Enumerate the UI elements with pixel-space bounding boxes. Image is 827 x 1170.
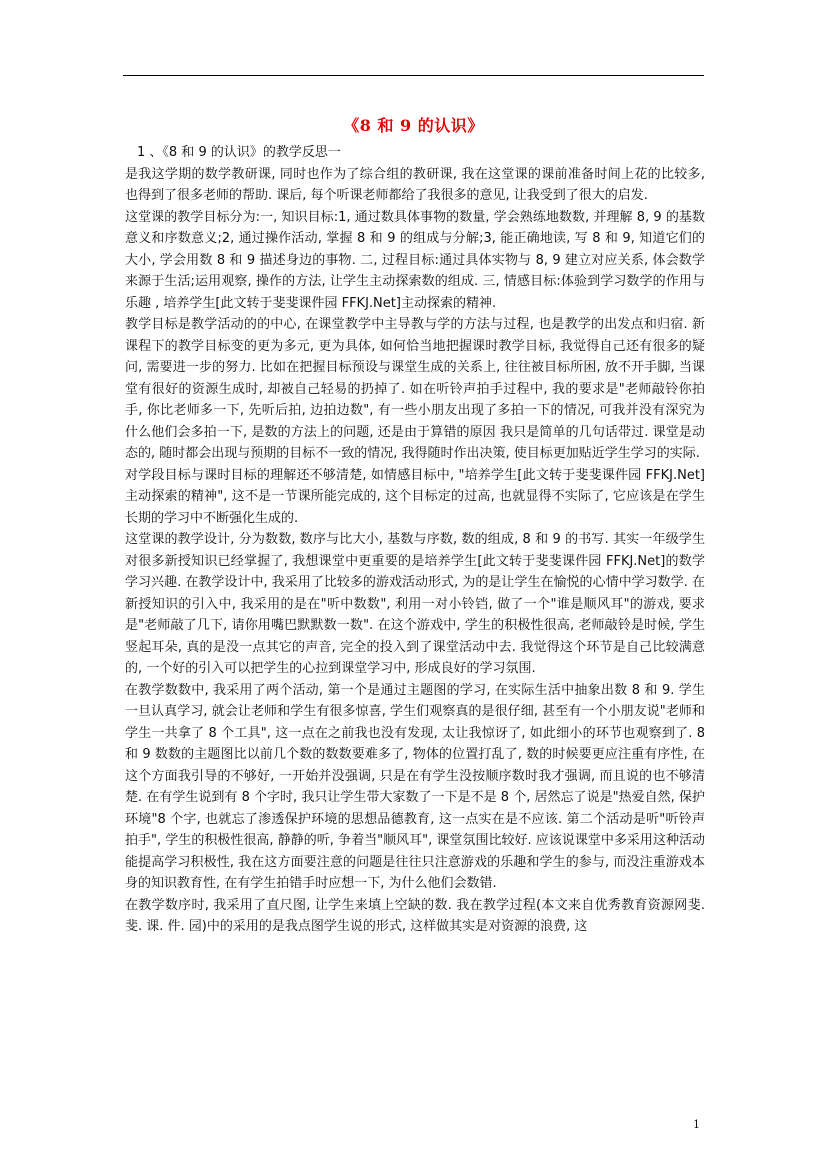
paragraph: 这堂课的教学设计, 分为数数, 数序与比大小, 基数与序数, 数的组成, 8 和 9 的书写. 其实一年级学生对很多新授知识已经掌握了, 我想课堂中更重要的是培养学生[此文转于斐斐课件园 FFKJ.Net]的数学学习兴趣. 在教学设计中, 我采用了比较多的游戏活动形式, 为的是让学生在愉悦的心情中学习数学. 在新授知识的引入中, 我采用的是在"听中数数", 利用一对小铃铛, 做了一个"谁是顺风耳"的游戏, 要求是"老师敲了几下, 请你用嘴巴默默数一数". 在这个游戏中, 学生的积极性很高, 老师敲铃是时候, 学生竖起耳朵, 真的是没一点其它的声音, 完全的投入到了课堂活动中去. 我觉得这个环节是自己比较满意的, 一个好的引入可以把学生的心拉到课堂学习中, 形成良好的学习氛围.	[125, 532, 705, 676]
document-title: 《8 和 9 的认识》	[343, 116, 484, 135]
paragraph: 是我这学期的数学教研课, 同时也作为了综合组的教研课, 我在这堂课的课前准备时间上花的比较多, 也得到了很多老师的帮助. 课后, 每个听课老师都给了我很多的意见, 让我受到了很大的启发.	[125, 166, 705, 203]
header-rule	[123, 75, 704, 76]
paragraph: 教学目标是教学活动的的中心, 在课堂教学中主导教与学的方法与过程, 也是教学的出发点和归宿. 新课程下的教学目标变的更为多元, 更为具体, 如何恰当地把握课时教学目标, 我觉得自己还有很多的疑问, 需要进一步的努力. 比如在把握目标预设与课堂生成的关系上, 往往被目标所困, 放不开手脚, 当课堂有很好的资源生成时, 却被自己轻易的扔掉了. 如在听铃声拍手过程中, 我的要求是"老师敲铃你拍手, 你比老师多一下, 先听后拍, 边拍边数", 有一些小朋友出现了多拍一下的情况, 可我并没有深究为什么他们会多拍一下, 是数的方法上的问题, 还是由于算错的原因 我只是简单的几句话带过. 课堂是动态的, 随时都会出现与预期的目标不一致的情况, 我得随时作出决策, 使目标更加贴近学生学习的实际.	[125, 317, 705, 461]
paragraph: 在教学数序时, 我采用了直尺图, 让学生来填上空缺的数. 我在教学过程(本文来自优秀教育资源网斐. 斐. 课. 件. 园)中的采用的是我点图学生说的形式, 这样做其实是对资源的浪费, 这	[125, 897, 705, 934]
paragraph: 在教学数数中, 我采用了两个活动, 第一个是通过主题图的学习, 在实际生活中抽象出数 8 和 9. 学生一旦认真学习, 就会让老师和学生有很多惊喜, 学生们观察真的是很仔细, 甚至有一个小朋友说"老师和学生一共拿了 8 个工具", 这一点在之前我也没有发现, 太让我惊讶了, 如此细小的环节也观察到了. 8 和 9 数数的主题图比以前几个数的数数要难多了, 物体的位置打乱了, 数的时候要更应注重有序性, 在这个方面我引导的不够好, 一开始并没强调, 只是在有学生没按顺序数时我才强调, 而且说的也不够清楚. 在有学生说到有 8 个字时, 我只让学生带大家数了一下是不是 8 个, 居然忘了说是"热爱自然, 保护环境"8 个字, 也就忘了渗透保护环境的思想品德教育, 这一点实在是不应该. 第二个活动是听"听铃声拍手", 学生的积极性很高, 静静的听, 争着当"顺风耳", 课堂氛围比较好. 应该说课堂中多采用这种活动能提高学习积极性, 我在这方面要注意的问题是往往只注意游戏的乐趣和学生的参与, 而没注重游戏本身的知识教育性, 在有学生拍错手时应想一下, 为什么他们会数错.	[125, 682, 705, 891]
page-number: 1	[693, 1118, 700, 1131]
paragraph: 对学段目标与课时目标的理解还不够清楚, 如情感目标中, "培养学生[此文转于斐斐课件园 FFKJ.Net]主动探索的精神", 这不是一节课所能完成的, 这个目标定的过高, 也就显得不实际了, 它应该是在学生长期的学习中不断强化生成的.	[125, 467, 705, 526]
paragraph: 这堂课的教学目标分为:一, 知识目标:1, 通过数具体事物的数量, 学会熟练地数数, 并理解 8, 9 的基数意义和序数意义;2, 通过操作活动, 掌握 8 和 9 的组成与分解;3, 能正确地读, 写 8 和 9, 知道它们的大小, 学会用数 8 和 9 描述身边的事物. 二, 过程目标:通过具体实物与 8, 9 建立对应关系, 体会数学来源于生活;运用观察, 操作的方法, 让学生主动探索数的组成. 三, 情感目标:体验到学习数学的作用与乐趣 , 培养学生[此文转于斐斐课件园 FFKJ.Net]主动探索的精神.	[125, 209, 705, 311]
paragraph-heading: 1 、《8 和 9 的认识》的教学反思一	[137, 145, 341, 160]
document-body	[125, 142, 705, 938]
